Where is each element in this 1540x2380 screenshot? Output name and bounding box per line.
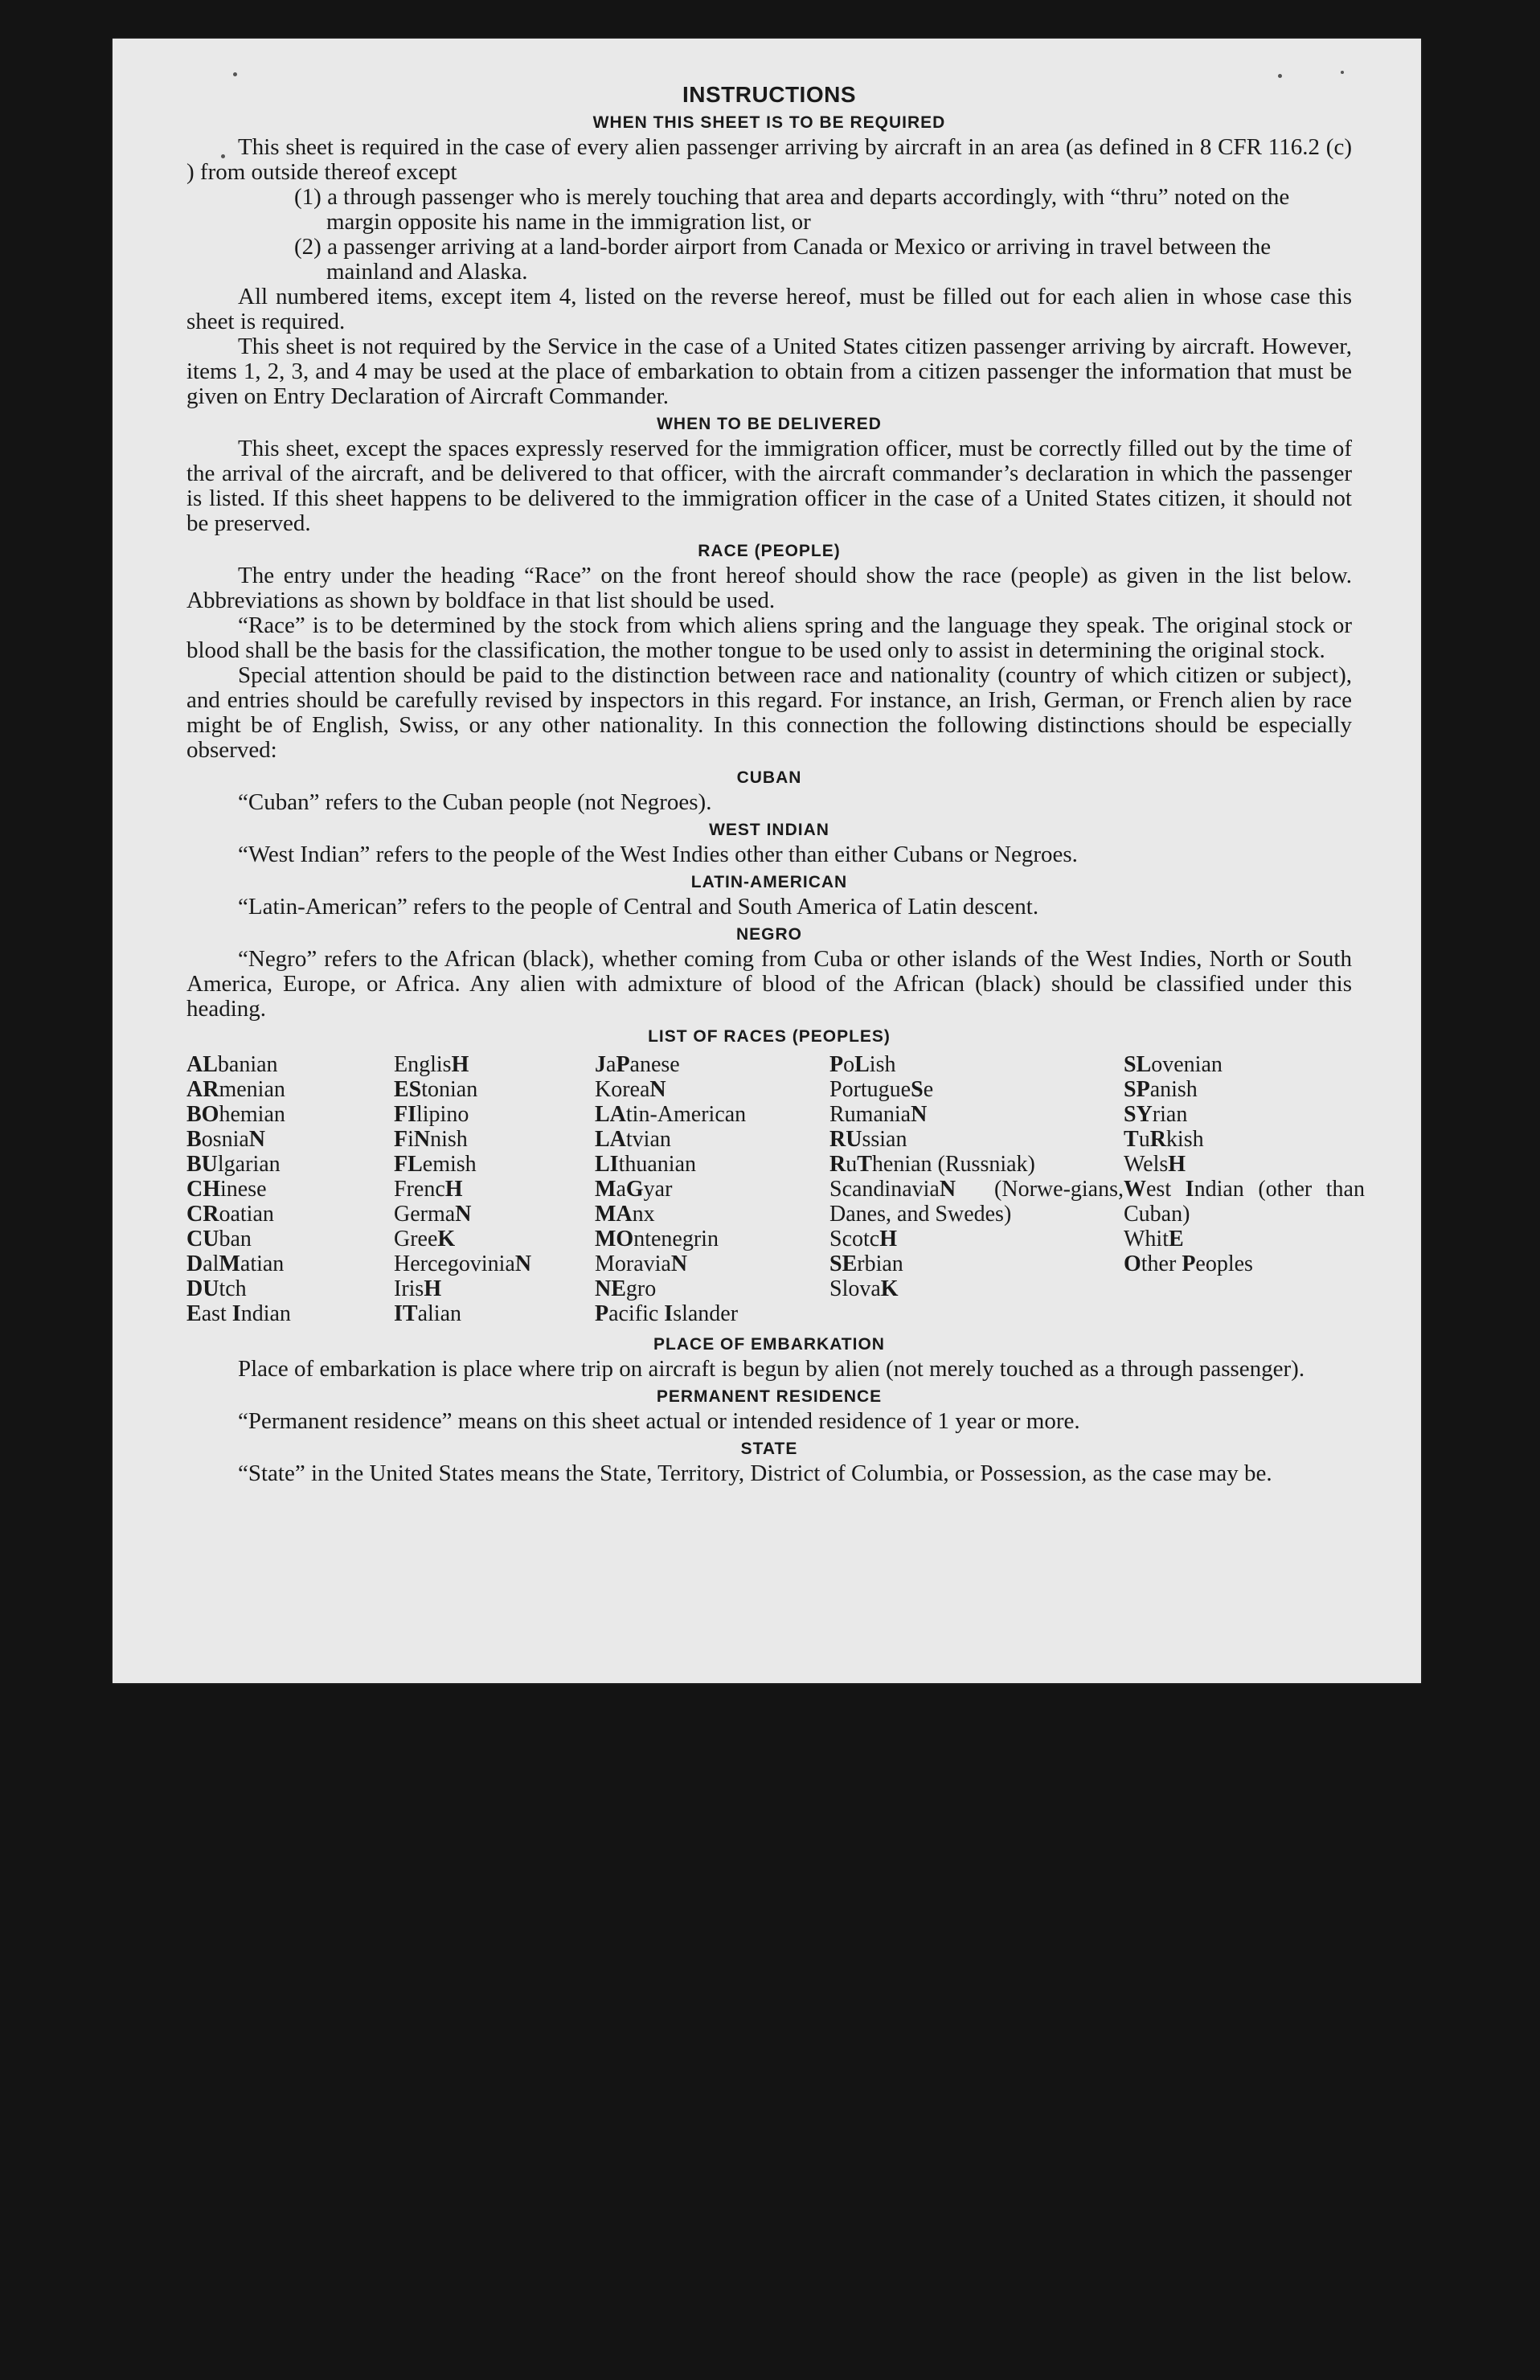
race-abbrev: P: [595, 1301, 609, 1326]
paragraph-embarkation: Place of embarkation is place where trip on aircraft is begun by alien (not merely touched as a through passenger).: [238, 1356, 1305, 1382]
race-abbrev: W: [1124, 1177, 1146, 1202]
race-abbrev: H: [1168, 1152, 1186, 1177]
race-abbrev: LA: [595, 1102, 626, 1127]
race-entry: [394, 1102, 595, 1127]
paragraph-permanent-residence: “Permanent residence” means on this sheet actual or intended residence of 1 year or more.: [238, 1408, 1080, 1434]
race-abbrev: I: [664, 1301, 674, 1326]
race-abbrev: M: [219, 1251, 240, 1276]
race-entry: [595, 1102, 829, 1127]
race-entry: [1124, 1227, 1365, 1251]
race-entry: [394, 1276, 595, 1301]
paragraph-latin-american: “Latin-American” refers to the people of Central and South America of Latin descent.: [238, 894, 1039, 920]
race-text: Iris: [394, 1276, 424, 1301]
race-abbrev: BU: [186, 1152, 218, 1177]
race-text: thuanian: [618, 1152, 696, 1177]
race-abbrev: H: [451, 1052, 469, 1077]
race-entry: [186, 1152, 394, 1177]
paragraph-negro: “Negro” refers to the African (black), whether coming from Cuba or other islands of the West Indies, North or South America, Europe, or Africa. Any alien with admixture of blood of the African (black) should be classified under this heading.: [186, 946, 1352, 1022]
race-abbrev: LI: [595, 1152, 619, 1177]
race-entry: [829, 1102, 1124, 1127]
race-entry: [186, 1127, 394, 1152]
race-abbrev: P: [829, 1052, 844, 1077]
race-text: Scotc: [829, 1227, 880, 1251]
race-abbrev: N: [670, 1251, 688, 1276]
race-abbrev: BO: [186, 1102, 219, 1127]
scan-speck: [1341, 71, 1344, 74]
heading-cuban: CUBAN: [736, 768, 802, 787]
race-entry: [394, 1301, 595, 1326]
race-text: ban: [219, 1227, 252, 1251]
race-text: oatian: [219, 1202, 274, 1227]
race-text: inese: [220, 1177, 267, 1202]
race-abbrev: SE: [829, 1251, 858, 1276]
race-abbrev: N: [248, 1127, 266, 1152]
race-abbrev: I: [231, 1301, 241, 1326]
race-text: Portugue: [829, 1077, 911, 1102]
paragraph-citizen: This sheet is not required by the Service in the case of a United States citizen passenger arriving by aircraft. However, items 1, 2, 3, and 4 may be used at the place of embarkation to obtain from a citizen passenger the information that must be given on Entry Declaration of Aircraft Commander.: [186, 334, 1352, 409]
race-text: Slova: [829, 1276, 881, 1301]
race-abbrev: N: [514, 1251, 532, 1276]
race-text: lgarian: [217, 1152, 281, 1177]
race-text: slander: [673, 1301, 739, 1326]
paragraph-numbered-items: All numbered items, except item 4, listed on the reverse hereof, must be filled out for each alien in whose case this sheet is required.: [186, 284, 1352, 334]
heading-west-indian: WEST INDIAN: [709, 821, 829, 839]
race-entry: [595, 1127, 829, 1152]
race-entry: [186, 1276, 394, 1301]
race-text: emish: [422, 1152, 477, 1177]
race-abbrev: FI: [394, 1102, 416, 1127]
race-text: Scandinavia: [829, 1177, 940, 1202]
race-abbrev: N: [649, 1077, 666, 1102]
race-abbrev: CU: [186, 1227, 219, 1251]
race-text: acific: [608, 1301, 665, 1326]
race-entry: [186, 1077, 394, 1102]
race-entry: [394, 1127, 595, 1152]
race-abbrev: MO: [595, 1227, 634, 1251]
race-entry: [394, 1202, 595, 1227]
race-text: o: [843, 1052, 855, 1077]
race-text: u: [1138, 1127, 1150, 1152]
race-abbrev: N: [413, 1127, 431, 1152]
race-text: Korea: [595, 1077, 650, 1102]
race-abbrev: E: [1169, 1227, 1184, 1251]
paragraph-cuban: “Cuban” refers to the Cuban people (not Negroes).: [238, 789, 712, 815]
race-text: Whit: [1124, 1227, 1169, 1251]
race-entry: [394, 1227, 595, 1251]
race-entry: [595, 1177, 829, 1202]
race-text: Hercegovinia: [394, 1251, 515, 1276]
race-text: ssian: [862, 1127, 907, 1152]
race-abbrev: T: [1124, 1127, 1139, 1152]
race-abbrev: CR: [186, 1202, 219, 1227]
race-text: hemian: [219, 1102, 285, 1127]
race-entry: [595, 1301, 829, 1326]
race-abbrev: K: [880, 1276, 899, 1301]
race-abbrev: G: [625, 1177, 644, 1202]
race-entry: [394, 1077, 595, 1102]
scan-speck: [1278, 74, 1282, 78]
race-text: Moravia: [595, 1251, 671, 1276]
race-abbrev: E: [186, 1301, 202, 1326]
race-text: atian: [240, 1251, 285, 1276]
race-text: menian: [219, 1077, 285, 1102]
race-entry: [595, 1052, 829, 1077]
race-text: i: [408, 1127, 414, 1152]
race-abbrev: R: [829, 1152, 846, 1177]
paragraph-delivered: This sheet, except the spaces expressly reserved for the immigration officer, must be correctly filled out by the time of the arrival of the aircraft, and be delivered to that officer, with the aircraft commander’s declaration in which the passenger is listed. If this sheet happens to be delivered to the immigration officer in the case of a United States citizen, it should not be preserved.: [186, 436, 1352, 536]
race-entry: [186, 1052, 394, 1077]
race-entry: [829, 1227, 1124, 1251]
race-text: tch: [219, 1276, 247, 1301]
race-abbrev: K: [437, 1227, 456, 1251]
paragraph-race-1: The entry under the heading “Race” on the front hereof should show the race (people) as given in the list below. Abbreviations as shown by boldface in that list should be used.: [186, 563, 1352, 613]
race-text: nx: [632, 1202, 655, 1227]
race-entry: [1124, 1152, 1365, 1177]
race-text: ndian (other than Cuban): [1124, 1177, 1365, 1227]
race-text: al: [203, 1251, 219, 1276]
race-abbrev: CH: [186, 1177, 220, 1202]
heading-when-required: WHEN THIS SHEET IS TO BE REQUIRED: [592, 113, 946, 132]
race-entry: [829, 1152, 1124, 1177]
race-text: tonian: [421, 1077, 478, 1102]
race-text: ther: [1141, 1251, 1182, 1276]
race-entry: [829, 1251, 1124, 1276]
races-column: [1124, 1052, 1365, 1326]
race-text: Englis: [394, 1052, 452, 1077]
race-abbrev: N: [939, 1177, 956, 1202]
race-entry: [1124, 1052, 1365, 1077]
race-text: eoples: [1195, 1251, 1253, 1276]
race-entry: [394, 1052, 595, 1077]
race-text: lipino: [416, 1102, 469, 1127]
paragraph-state: “State” in the United States means the State, Territory, District of Columbia, or Possession, as the case may be.: [238, 1460, 1272, 1486]
heading-list-of-races: LIST OF RACES (PEOPLES): [648, 1027, 891, 1046]
race-text: anish: [1149, 1077, 1198, 1102]
race-entry: [595, 1202, 829, 1227]
heading-latin-american: LATIN-AMERICAN: [690, 873, 848, 891]
race-entry: [186, 1177, 394, 1202]
scan-speck: [221, 154, 225, 158]
race-abbrev: N: [455, 1202, 472, 1227]
race-text: rbian: [857, 1251, 903, 1276]
race-entry: [186, 1227, 394, 1251]
race-text: e: [923, 1077, 934, 1102]
race-abbrev: AL: [186, 1052, 218, 1077]
race-abbrev: ES: [394, 1077, 422, 1102]
paragraph-race-2: “Race” is to be determined by the stock from which aliens spring and the language they speak. The original stock or blood shall be the basis for the classification, the mother tongue to be used only to assist in determining the original stock.: [186, 612, 1352, 663]
race-abbrev: N: [911, 1102, 928, 1127]
race-entry: [1124, 1251, 1365, 1276]
race-text: banian: [217, 1052, 278, 1077]
race-abbrev: P: [1182, 1251, 1196, 1276]
race-abbrev: O: [1124, 1251, 1141, 1276]
race-text: yar: [643, 1177, 673, 1202]
race-entry: [394, 1177, 595, 1202]
race-abbrev: M: [595, 1177, 616, 1202]
race-entry: [1124, 1077, 1365, 1102]
race-text: (Norwe-gians, Danes, and Swedes): [829, 1177, 1124, 1227]
race-text: ish: [869, 1052, 896, 1077]
race-entry: [829, 1177, 1124, 1227]
race-entry: [829, 1276, 1124, 1301]
race-abbrev: H: [879, 1227, 897, 1251]
race-text: rian: [1152, 1102, 1188, 1127]
races-list: [186, 1052, 1365, 1326]
paragraph-race-3: Special attention should be paid to the distinction between race and nationality (country of which citizen or subject), and entries should be carefully revised by inspectors in this regard. For instance, an Irish, German, or French alien by race might be of English, Swiss, or any other nationality. In this connection the following distinctions should be especially observed:: [186, 662, 1352, 763]
race-text: Gree: [394, 1227, 438, 1251]
paragraph-intro: This sheet is required in the case of every alien passenger arriving by aircraft in an area (as defined in 8 CFR 116.2 (c) ) from outside thereof except: [186, 134, 1352, 185]
race-abbrev: MA: [595, 1202, 633, 1227]
race-text: Wels: [1124, 1152, 1169, 1177]
races-column: [394, 1052, 595, 1326]
race-entry: [1124, 1102, 1365, 1127]
race-abbrev: L: [854, 1052, 870, 1077]
race-text: henian (Russniak): [871, 1152, 1035, 1177]
race-entry: [829, 1077, 1124, 1102]
race-text: a: [606, 1052, 616, 1077]
heading-permanent-residence: PERMANENT RESIDENCE: [656, 1387, 883, 1406]
race-abbrev: NE: [595, 1276, 626, 1301]
race-text: alian: [417, 1301, 461, 1326]
race-text: u: [846, 1152, 858, 1177]
race-text: a: [616, 1177, 626, 1202]
race-abbrev: B: [186, 1127, 202, 1152]
race-text: anese: [629, 1052, 680, 1077]
race-text: ovenian: [1151, 1052, 1223, 1077]
races-column: [829, 1052, 1124, 1326]
race-entry: [186, 1301, 394, 1326]
race-entry: [186, 1102, 394, 1127]
race-entry: [829, 1052, 1124, 1077]
race-abbrev: SL: [1124, 1052, 1152, 1077]
race-text: ntenegrin: [633, 1227, 719, 1251]
race-text: tvian: [625, 1127, 671, 1152]
race-entry: [394, 1152, 595, 1177]
race-text: gro: [625, 1276, 657, 1301]
race-text: est: [1146, 1177, 1186, 1202]
exception-item-1: (1) a through passenger who is merely touching that area and departs accordingly, with “thru” noted on the margin opposite his name in the immigration list, or: [294, 184, 1290, 235]
heading-negro: NEGRO: [735, 925, 802, 944]
race-text: ast: [201, 1301, 232, 1326]
race-text: kish: [1165, 1127, 1204, 1152]
race-entry: [394, 1251, 595, 1276]
races-column: [595, 1052, 829, 1326]
race-entry: [595, 1077, 829, 1102]
race-text: ndian: [240, 1301, 291, 1326]
race-text: Rumania: [829, 1102, 911, 1127]
race-text: nish: [430, 1127, 468, 1152]
race-abbrev: T: [857, 1152, 872, 1177]
race-abbrev: SP: [1124, 1077, 1150, 1102]
race-abbrev: J: [595, 1052, 606, 1077]
heading-when-delivered: WHEN TO BE DELIVERED: [657, 415, 882, 433]
race-entry: [595, 1152, 829, 1177]
race-abbrev: LA: [595, 1127, 626, 1152]
race-entry: [595, 1251, 829, 1276]
race-abbrev: P: [616, 1052, 630, 1077]
race-text: Frenc: [394, 1177, 445, 1202]
race-text: Germa: [394, 1202, 456, 1227]
race-abbrev: AR: [186, 1077, 219, 1102]
race-abbrev: F: [394, 1127, 408, 1152]
race-abbrev: H: [424, 1276, 442, 1301]
race-entry: [1124, 1177, 1365, 1227]
paragraph-west-indian: “West Indian” refers to the people of the West Indies other than either Cubans or Negroes.: [238, 842, 1078, 867]
instruction-sheet: [113, 39, 1421, 1683]
race-entry: [829, 1127, 1124, 1152]
race-entry: [186, 1251, 394, 1276]
race-entry: [595, 1276, 829, 1301]
exception-item-2: (2) a passenger arriving at a land-border airport from Canada or Mexico or arriving in travel between the mainland and Alaska.: [294, 234, 1272, 285]
heading-state: STATE: [740, 1440, 798, 1458]
race-abbrev: IT: [394, 1301, 418, 1326]
race-abbrev: H: [444, 1177, 463, 1202]
heading-embarkation: PLACE OF EMBARKATION: [653, 1335, 885, 1354]
scan-speck: [233, 72, 237, 76]
race-text: osnia: [201, 1127, 249, 1152]
page-title: INSTRUCTIONS: [682, 82, 856, 107]
race-abbrev: FL: [394, 1152, 423, 1177]
race-entry: [186, 1202, 394, 1227]
race-abbrev: R: [1149, 1127, 1166, 1152]
races-column: [186, 1052, 394, 1326]
heading-race: RACE (PEOPLE): [698, 542, 841, 560]
race-entry: [1124, 1127, 1365, 1152]
race-abbrev: I: [1185, 1177, 1194, 1202]
race-abbrev: SY: [1124, 1102, 1153, 1127]
race-text: tin-American: [625, 1102, 747, 1127]
race-abbrev: D: [186, 1251, 203, 1276]
race-entry: [595, 1227, 829, 1251]
race-abbrev: DU: [186, 1276, 219, 1301]
race-abbrev: RU: [829, 1127, 862, 1152]
race-abbrev: S: [911, 1077, 924, 1102]
